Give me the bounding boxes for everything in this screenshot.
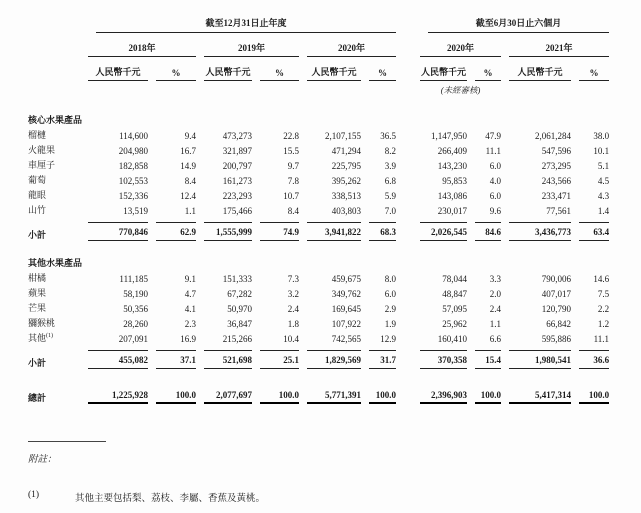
amount-cell: 67,282 [227, 289, 252, 299]
amount-cell: 403,803 [331, 206, 361, 216]
percent-cell: 7.8 [287, 176, 299, 186]
amount-cell: 5,771,391 [307, 390, 361, 404]
amount-cell: 473,273 [222, 131, 252, 141]
percent-label: % [475, 68, 501, 81]
amount-cell: 225,795 [331, 161, 361, 171]
amount-cell: 215,266 [222, 334, 252, 344]
percent-cell: 37.1 [156, 350, 196, 369]
amount-cell: 13,519 [123, 206, 148, 216]
footnote-1 [28, 490, 641, 504]
table-row [28, 171, 609, 186]
percent-cell: 2.4 [287, 304, 299, 314]
year-header-row [28, 33, 609, 57]
percent-cell: 5.1 [597, 161, 610, 171]
period-group-annual: 截至12月31日止年度 [96, 16, 396, 33]
percent-cell: 100.0 [579, 390, 609, 404]
subtotal-row [28, 344, 609, 369]
percent-cell: 36.5 [380, 131, 397, 141]
table-row [28, 269, 609, 284]
table-row [28, 314, 609, 329]
row-label: 小計 [28, 358, 47, 368]
row-label: 葡萄 [28, 175, 47, 185]
amount-cell: 107,922 [331, 319, 361, 329]
amount-cell: 200,797 [222, 161, 252, 171]
amount-cell: 1,147,950 [431, 131, 468, 141]
revenue-breakdown-table [28, 13, 609, 404]
amount-cell: 95,853 [442, 176, 468, 186]
footnotes [28, 441, 641, 504]
row-label: 榴槤 [28, 130, 47, 140]
column-label-row [28, 57, 609, 81]
spacer-row [28, 241, 609, 253]
year-2020: 2020年 [307, 41, 396, 57]
amount-cell: 28,260 [123, 319, 148, 329]
row-label: 蘋果 [28, 288, 47, 298]
amount-cell: 57,095 [442, 304, 468, 314]
percent-cell: 1.2 [597, 319, 610, 329]
percent-cell: 7.5 [597, 289, 610, 299]
row-label: 山竹 [28, 205, 47, 215]
amount-cell: 3,436,773 [509, 222, 571, 241]
unaudited-note: (未經審核) [440, 85, 481, 95]
row-label: 其他$^{(1)}$ [28, 333, 54, 343]
percent-cell: 10.7 [283, 191, 299, 201]
percent-cell: 38.0 [593, 131, 610, 141]
amount-cell: 521,698 [204, 350, 252, 369]
percent-cell: 6.0 [489, 191, 502, 201]
amount-cell: 78,044 [442, 274, 468, 284]
amount-cell: 407,017 [541, 289, 572, 299]
table-row [28, 156, 609, 171]
percent-cell: 22.8 [283, 131, 299, 141]
percent-label: % [156, 68, 196, 81]
percent-cell: 9.4 [184, 131, 196, 141]
section-header: 其他水果產品 [28, 258, 83, 268]
unit-label: 人民幣千元 [204, 65, 252, 81]
amount-cell: 2,026,545 [420, 222, 467, 241]
amount-cell: 1,225,928 [88, 390, 148, 404]
percent-cell: 1.1 [489, 319, 502, 329]
amount-cell: 143,230 [437, 161, 468, 171]
unit-label: 人民幣千元 [307, 65, 361, 81]
amount-cell: 2,077,697 [204, 390, 252, 404]
percent-cell: 1.1 [184, 206, 196, 216]
percent-cell: 15.4 [475, 350, 501, 369]
unaudited-row [28, 81, 609, 96]
amount-cell: 338,513 [331, 191, 361, 201]
row-label: 車厘子 [28, 160, 56, 170]
amount-cell: 349,762 [331, 289, 361, 299]
table-row [28, 126, 609, 141]
percent-label: % [579, 68, 609, 81]
amount-cell: 160,410 [437, 334, 468, 344]
amount-cell: 182,858 [118, 161, 148, 171]
amount-cell: 243,566 [541, 176, 572, 186]
percent-cell: 74.9 [260, 222, 299, 241]
percent-cell: 2.4 [489, 304, 502, 314]
amount-cell: 471,294 [331, 146, 361, 156]
percent-cell: 8.4 [184, 176, 196, 186]
percent-cell: 9.7 [287, 161, 299, 171]
percent-cell: 6.6 [489, 334, 502, 344]
row-label: 火龍果 [28, 145, 56, 155]
table-row [28, 284, 609, 299]
amount-cell: 77,561 [546, 206, 572, 216]
year-2020-interim: 2020年 [420, 41, 501, 57]
percent-cell: 1.9 [384, 319, 397, 329]
amount-cell: 3,941,822 [307, 222, 361, 241]
table-row [28, 201, 609, 216]
row-label: 總計 [28, 393, 47, 403]
percent-cell: 12.4 [180, 191, 196, 201]
percent-cell: 6.8 [384, 176, 397, 186]
row-label: 龍眼 [28, 190, 47, 200]
table-row [28, 141, 609, 156]
amount-cell: 66,842 [546, 319, 572, 329]
footnote-divider [28, 441, 106, 442]
amount-cell: 233,471 [541, 191, 572, 201]
period-group-row [28, 13, 609, 33]
percent-cell: 36.6 [579, 350, 609, 369]
amount-cell: 547,596 [541, 146, 572, 156]
percent-cell: 1.8 [287, 319, 299, 329]
amount-cell: 161,273 [222, 176, 252, 186]
percent-cell: 8.2 [384, 146, 397, 156]
amount-cell: 321,897 [222, 146, 252, 156]
footnote-1-text: 其他主要包括梨、荔枝、李屬、香蕉及黃桃。 [75, 494, 266, 504]
percent-cell: 16.7 [180, 146, 196, 156]
percent-cell: 10.1 [593, 146, 610, 156]
amount-cell: 102,553 [118, 176, 148, 186]
subtotal-row [28, 216, 609, 241]
amount-cell: 48,847 [442, 289, 468, 299]
amount-cell: 395,262 [331, 176, 361, 186]
percent-cell: 4.5 [597, 176, 610, 186]
notes-heading: 附註： [28, 455, 57, 465]
amount-cell: 36,847 [227, 319, 252, 329]
amount-cell: 114,600 [119, 131, 148, 141]
amount-cell: 595,886 [541, 334, 572, 344]
table-header [28, 13, 609, 96]
row-label: 小計 [28, 230, 47, 240]
unit-label: 人民幣千元 [420, 65, 467, 81]
amount-cell: 5,417,314 [509, 390, 571, 404]
percent-cell: 11.1 [485, 146, 502, 156]
percent-label: % [260, 68, 299, 81]
percent-cell: 4.0 [489, 176, 502, 186]
percent-cell: 68.3 [369, 222, 396, 241]
percent-label: % [369, 68, 396, 81]
percent-cell: 4.3 [597, 191, 610, 201]
percent-cell: 100.0 [475, 390, 501, 404]
percent-cell: 3.3 [489, 274, 502, 284]
table-row [28, 329, 609, 344]
percent-cell: 63.4 [579, 222, 609, 241]
amount-cell: 370,358 [420, 350, 467, 369]
period-group-interim: 截至6月30日止六個月 [428, 16, 609, 33]
amount-cell: 1,829,569 [307, 350, 361, 369]
percent-cell: 14.9 [180, 161, 196, 171]
amount-cell: 266,409 [437, 146, 468, 156]
amount-cell: 152,336 [118, 191, 148, 201]
percent-cell: 2.2 [597, 304, 610, 314]
amount-cell: 2,107,155 [325, 131, 361, 141]
percent-cell: 10.4 [283, 334, 299, 344]
row-label: 獼猴桃 [28, 318, 56, 328]
percent-cell: 5.9 [384, 191, 397, 201]
amount-cell: 50,356 [123, 304, 148, 314]
row-label: 芒果 [28, 303, 47, 313]
amount-cell: 169,645 [331, 304, 361, 314]
year-2019: 2019年 [204, 41, 299, 57]
amount-cell: 223,293 [222, 191, 252, 201]
footnote-1-marker: (1) [28, 490, 40, 500]
amount-cell: 459,675 [331, 274, 361, 284]
percent-cell: 25.1 [260, 350, 299, 369]
amount-cell: 770,846 [88, 222, 148, 241]
amount-cell: 120,790 [541, 304, 572, 314]
amount-cell: 111,185 [119, 274, 148, 284]
percent-cell: 8.0 [384, 274, 397, 284]
percent-cell: 3.9 [384, 161, 397, 171]
percent-cell: 8.4 [287, 206, 299, 216]
amount-cell: 2,061,284 [535, 131, 572, 141]
section-header-row [28, 110, 609, 126]
percent-cell: 9.6 [489, 206, 502, 216]
amount-cell: 790,006 [541, 274, 572, 284]
percent-cell: 6.0 [489, 161, 502, 171]
percent-cell: 2.0 [489, 289, 502, 299]
table-row [28, 186, 609, 201]
year-2021-interim: 2021年 [509, 41, 609, 57]
amount-cell: 25,962 [442, 319, 468, 329]
table-body [28, 96, 609, 404]
section-header-row [28, 253, 609, 269]
unit-label: 人民幣千元 [88, 65, 148, 81]
amount-cell: 50,970 [227, 304, 252, 314]
amount-cell: 1,980,541 [509, 350, 571, 369]
amount-cell: 2,396,903 [420, 390, 467, 404]
total-row [28, 377, 609, 404]
percent-cell: 14.6 [593, 274, 610, 284]
amount-cell: 1,555,999 [204, 222, 252, 241]
percent-cell: 15.5 [283, 146, 299, 156]
amount-cell: 151,333 [222, 274, 252, 284]
percent-cell: 9.1 [184, 274, 196, 284]
amount-cell: 143,086 [437, 191, 468, 201]
row-label: 柑橘 [28, 273, 47, 283]
percent-cell: 1.4 [597, 206, 610, 216]
percent-cell: 7.3 [287, 274, 299, 284]
spacer-row [28, 96, 609, 110]
percent-cell: 2.3 [184, 319, 196, 329]
amount-cell: 175,466 [222, 206, 252, 216]
percent-cell: 16.9 [180, 334, 196, 344]
amount-cell: 207,091 [118, 334, 148, 344]
percent-cell: 3.2 [287, 289, 299, 299]
percent-cell: 11.1 [593, 334, 610, 344]
amount-cell: 455,082 [88, 350, 148, 369]
percent-cell: 100.0 [369, 390, 396, 404]
percent-cell: 4.1 [184, 304, 196, 314]
amount-cell: 204,980 [118, 146, 148, 156]
amount-cell: 58,190 [123, 289, 148, 299]
spacer-row [28, 369, 609, 377]
amount-cell: 230,017 [437, 206, 468, 216]
year-2018: 2018年 [88, 41, 196, 57]
percent-cell: 100.0 [156, 390, 196, 404]
table-row [28, 299, 609, 314]
amount-cell: 742,565 [331, 334, 361, 344]
percent-cell: 12.9 [380, 334, 397, 344]
percent-cell: 7.0 [384, 206, 397, 216]
percent-cell: 100.0 [260, 390, 299, 404]
section-header: 核心水果產品 [28, 115, 83, 125]
percent-cell: 31.7 [369, 350, 396, 369]
amount-cell: 273,295 [541, 161, 572, 171]
percent-cell: 84.6 [475, 222, 501, 241]
unit-label: 人民幣千元 [509, 65, 571, 81]
percent-cell: 47.9 [485, 131, 502, 141]
percent-cell: 2.9 [384, 304, 397, 314]
percent-cell: 62.9 [156, 222, 196, 241]
percent-cell: 4.7 [184, 289, 196, 299]
percent-cell: 6.0 [384, 289, 397, 299]
